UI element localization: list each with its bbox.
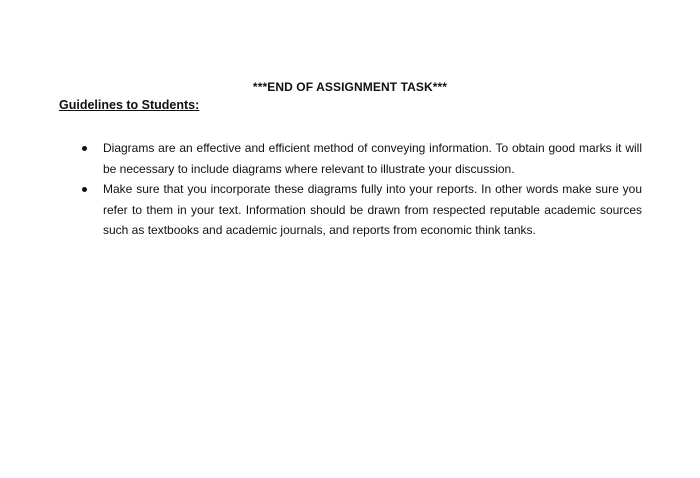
guidelines-heading: Guidelines to Students: — [59, 98, 200, 112]
guidelines-list — [82, 138, 642, 241]
guideline-text: Diagrams are an effective and efficient method of conveying information. To obtain good marks it will be necessary to include diagrams where relevant to illustrate your discussion. — [103, 141, 642, 176]
guideline-item-diagrams — [82, 138, 642, 179]
end-of-assignment-title: ***END OF ASSIGNMENT TASK*** — [252, 80, 448, 94]
guideline-item-sources — [82, 179, 642, 241]
bullet-icon — [82, 146, 87, 151]
bullet-icon — [82, 187, 87, 192]
guideline-text: Make sure that you incorporate these diagrams fully into your reports. In other words make sure you refer to them in your text. Information should be drawn from respected reputable academic sources such as textbooks and academic journals, and reports from economic think tanks. — [103, 182, 642, 237]
